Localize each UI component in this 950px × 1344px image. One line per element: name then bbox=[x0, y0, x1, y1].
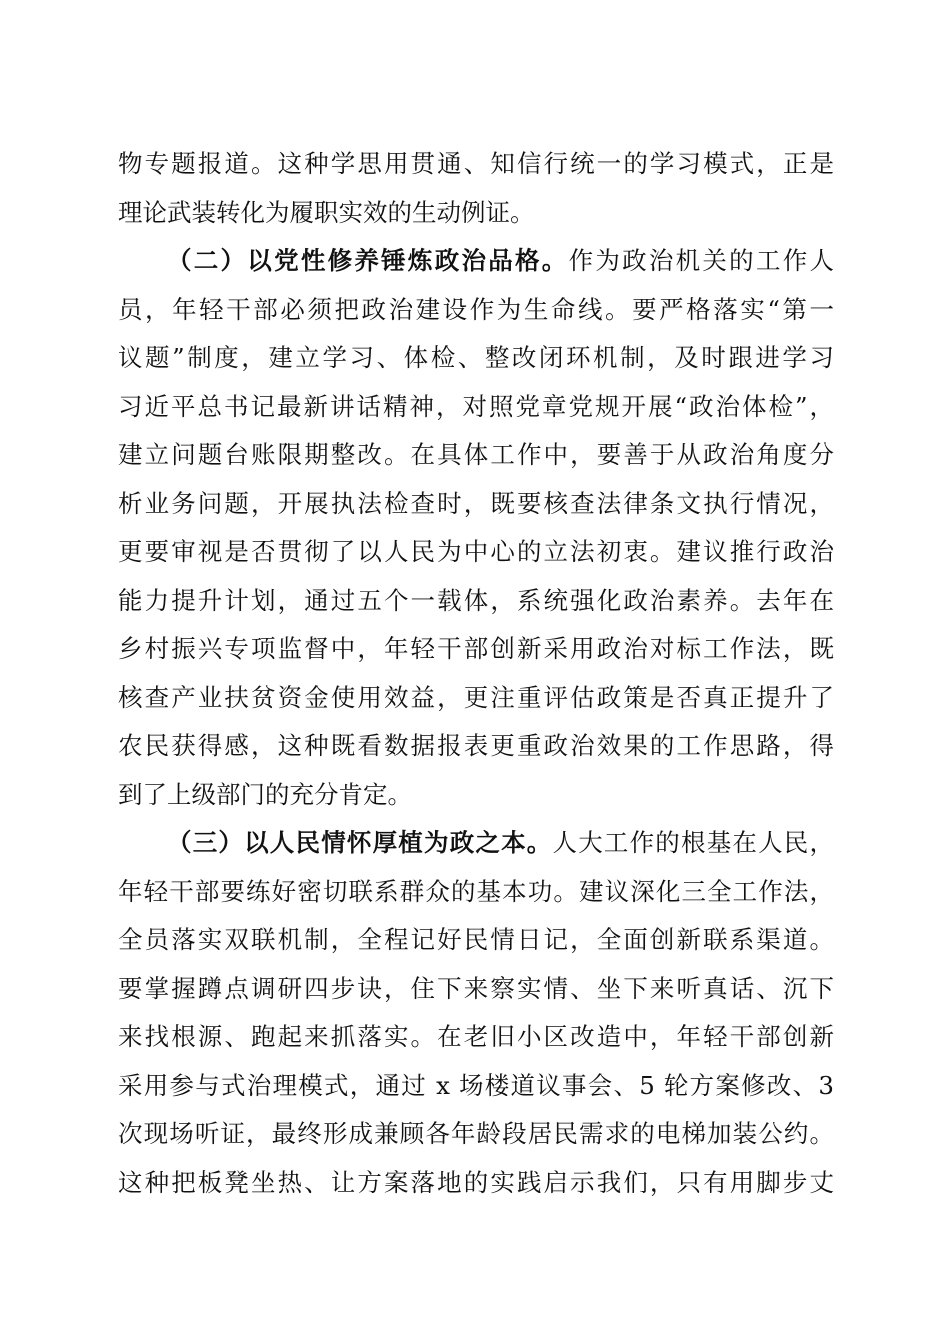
body-line: 物专题报道。这种学思用贯通、知信行统一的学习模式，正是 bbox=[118, 149, 834, 178]
body-line: 年轻干部要练好密切联系群众的基本功。建议深化三全工作法， bbox=[118, 876, 834, 906]
body-line: 采用参与式治理模式，通过 x 场楼道议事会、5 轮方案修改、3 bbox=[118, 1070, 834, 1100]
section-heading: （二）以党性修养锤炼政治品格。 bbox=[167, 246, 569, 275]
document-body bbox=[118, 140, 834, 1207]
body-line: 农民获得感，这种既看数据报表更重政治效果的工作思路，得 bbox=[118, 731, 834, 760]
body-line: 更要审视是否贯彻了以人民为中心的立法初衷。建议推行政治 bbox=[118, 537, 834, 566]
body-line: 能力提升计划，通过五个一载体，系统强化政治素养。去年在 bbox=[118, 585, 834, 615]
paragraph-first-line bbox=[118, 819, 834, 868]
body-line: 理论武装转化为履职实效的生动例证。 bbox=[118, 197, 535, 227]
body-line: 全员落实双联机制，全程记好民情日记，全面创新联系渠道。 bbox=[118, 925, 834, 954]
body-text: 人大工作的根基在人民， bbox=[552, 828, 834, 857]
paragraph-first-line bbox=[118, 237, 834, 286]
body-line: 这种把板凳坐热、让方案落地的实践启示我们，只有用脚步丈 bbox=[118, 1167, 834, 1197]
body-line: 要掌握蹲点调研四步诀，住下来察实情、坐下来听真话、沉下 bbox=[118, 973, 834, 1003]
body-line: 习近平总书记最新讲话精神，对照党章党规开展“政治体检”， bbox=[118, 391, 834, 421]
body-line: 议题”制度，建立学习、体检、整改闭环机制，及时跟进学习 bbox=[118, 343, 834, 372]
section-heading: （三）以人民情怀厚植为政之本。 bbox=[167, 828, 553, 857]
body-line: 建立问题台账限期整改。在具体工作中，要善于从政治角度分 bbox=[118, 440, 834, 469]
body-line: 次现场听证，最终形成兼顾各年龄段居民需求的电梯加装公约。 bbox=[118, 1119, 834, 1148]
body-line: 析业务问题，开展执法检查时，既要核查法律条文执行情况， bbox=[118, 488, 834, 518]
body-line: 核查产业扶贫资金使用效益，更注重评估政策是否真正提升了 bbox=[118, 682, 834, 712]
body-line: 来找根源、跑起来抓落实。在老旧小区改造中，年轻干部创新 bbox=[118, 1022, 834, 1051]
body-line: 到了上级部门的充分肯定。 bbox=[118, 779, 412, 809]
body-line: 乡村振兴专项监督中，年轻干部创新采用政治对标工作法，既 bbox=[118, 634, 834, 663]
body-text: 作为政治机关的工作人 bbox=[568, 246, 834, 275]
body-line: 员，年轻干部必须把政治建设作为生命线。要严格落实“第一 bbox=[118, 294, 834, 324]
